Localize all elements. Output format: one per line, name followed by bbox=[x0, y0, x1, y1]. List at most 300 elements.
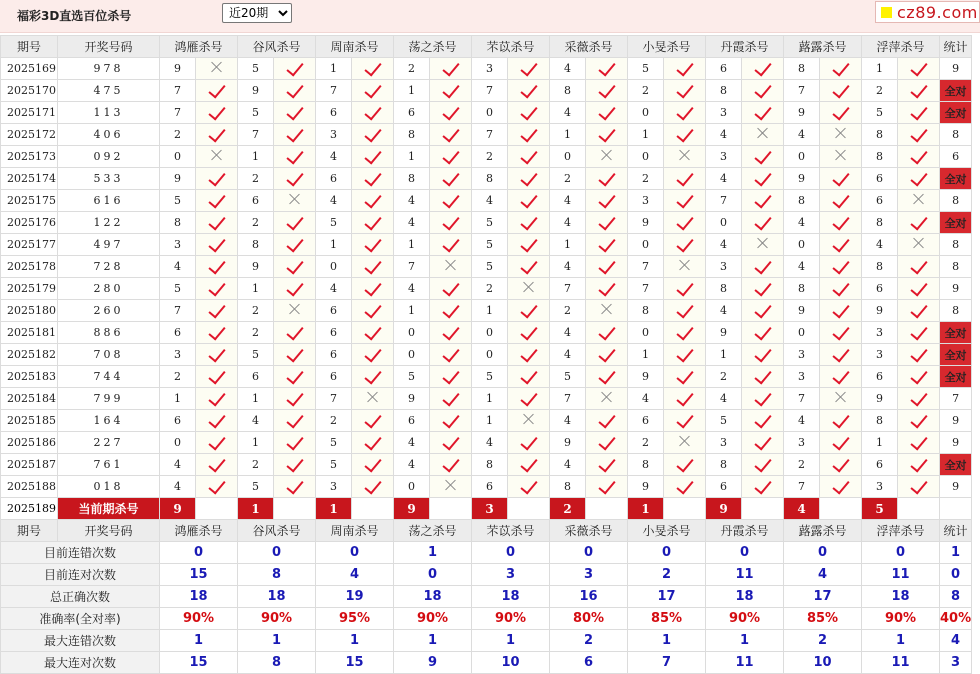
check-icon bbox=[286, 476, 303, 494]
result-cell bbox=[352, 366, 394, 388]
check-icon bbox=[754, 410, 771, 428]
kill-number-cell: 3 bbox=[628, 190, 664, 212]
current-empty-cell bbox=[898, 498, 940, 520]
result-cell bbox=[196, 410, 238, 432]
draw-number-cell: 092 bbox=[58, 146, 160, 168]
result-cell bbox=[508, 300, 550, 322]
kill-number-cell: 9 bbox=[394, 388, 430, 410]
kill-number-cell: 1 bbox=[472, 388, 508, 410]
check-icon bbox=[832, 410, 849, 428]
kill-number-cell: 6 bbox=[706, 476, 742, 498]
result-cell bbox=[586, 168, 628, 190]
result-cell bbox=[664, 212, 706, 234]
check-icon bbox=[364, 234, 381, 252]
check-icon bbox=[364, 300, 381, 318]
summary-value: 15 bbox=[316, 652, 394, 674]
check-icon bbox=[832, 344, 849, 362]
kill-number-cell: 4 bbox=[550, 212, 586, 234]
current-kill-number: 5 bbox=[862, 498, 898, 520]
check-icon bbox=[442, 168, 459, 186]
table-row[interactable] bbox=[1, 168, 972, 190]
current-empty-cell bbox=[742, 498, 784, 520]
kill-number-cell: 5 bbox=[238, 344, 274, 366]
result-cell bbox=[508, 102, 550, 124]
column-header-expert: 芣苡杀号 bbox=[472, 520, 550, 542]
column-header-expert: 蕗露杀号 bbox=[784, 520, 862, 542]
result-cell bbox=[274, 124, 316, 146]
kill-number-cell: 0 bbox=[628, 102, 664, 124]
check-icon bbox=[208, 344, 225, 362]
summary-value: 4 bbox=[784, 564, 862, 586]
kill-number-cell: 0 bbox=[550, 146, 586, 168]
cross-icon bbox=[835, 391, 847, 403]
cross-icon bbox=[757, 127, 769, 139]
check-icon bbox=[442, 366, 459, 384]
result-cell bbox=[352, 212, 394, 234]
result-cell bbox=[196, 388, 238, 410]
table-row[interactable] bbox=[1, 80, 972, 102]
summary-value: 40% bbox=[940, 608, 972, 630]
summary-value: 1 bbox=[706, 630, 784, 652]
result-cell bbox=[352, 410, 394, 432]
result-cell bbox=[274, 80, 316, 102]
kill-number-cell: 8 bbox=[472, 168, 508, 190]
check-icon bbox=[676, 476, 693, 494]
current-kill-number: 1 bbox=[628, 498, 664, 520]
result-cell bbox=[430, 322, 472, 344]
kill-number-cell: 8 bbox=[628, 300, 664, 322]
column-header-expert: 周南杀号 bbox=[316, 36, 394, 58]
table-row[interactable] bbox=[1, 190, 972, 212]
check-icon bbox=[442, 322, 459, 340]
table-row[interactable] bbox=[1, 278, 972, 300]
result-cell bbox=[196, 432, 238, 454]
result-cell bbox=[664, 80, 706, 102]
check-icon bbox=[598, 322, 615, 340]
table-row[interactable] bbox=[1, 476, 972, 498]
check-icon bbox=[598, 168, 615, 186]
period-cell: 2025177 bbox=[1, 234, 58, 256]
cross-icon bbox=[835, 149, 847, 161]
kill-number-cell: 6 bbox=[862, 190, 898, 212]
kill-number-cell: 5 bbox=[472, 366, 508, 388]
top-bar bbox=[0, 0, 980, 33]
kill-number-cell: 0 bbox=[628, 146, 664, 168]
cross-icon bbox=[601, 391, 613, 403]
result-cell bbox=[430, 300, 472, 322]
result-cell bbox=[586, 300, 628, 322]
kill-number-cell: 2 bbox=[550, 300, 586, 322]
summary-value: 3 bbox=[940, 652, 972, 674]
kill-number-cell: 9 bbox=[784, 168, 820, 190]
table-row[interactable] bbox=[1, 344, 972, 366]
summary-value: 1 bbox=[238, 630, 316, 652]
summary-value: 90% bbox=[394, 608, 472, 630]
kill-number-cell: 5 bbox=[706, 410, 742, 432]
kill-number-cell: 5 bbox=[316, 454, 352, 476]
check-icon bbox=[208, 124, 225, 142]
table-row[interactable] bbox=[1, 256, 972, 278]
kill-number-cell: 0 bbox=[160, 146, 196, 168]
column-header-stat: 统计 bbox=[940, 36, 972, 58]
current-stat-cell bbox=[940, 498, 972, 520]
result-cell bbox=[586, 58, 628, 80]
summary-value: 0 bbox=[862, 542, 940, 564]
column-header-expert: 小旻杀号 bbox=[628, 36, 706, 58]
result-cell bbox=[742, 256, 784, 278]
check-icon bbox=[364, 256, 381, 274]
check-icon bbox=[364, 322, 381, 340]
check-icon bbox=[442, 80, 459, 98]
check-icon bbox=[520, 234, 537, 252]
kill-number-cell: 8 bbox=[862, 124, 898, 146]
kill-number-cell: 9 bbox=[862, 300, 898, 322]
table-row[interactable] bbox=[1, 124, 972, 146]
check-icon bbox=[910, 168, 927, 186]
table-row[interactable] bbox=[1, 366, 972, 388]
check-icon bbox=[208, 322, 225, 340]
check-icon bbox=[208, 454, 225, 472]
result-cell bbox=[898, 366, 940, 388]
draw-number-cell: 497 bbox=[58, 234, 160, 256]
current-kill-number: 9 bbox=[160, 498, 196, 520]
result-cell bbox=[196, 476, 238, 498]
check-icon bbox=[598, 58, 615, 76]
result-cell bbox=[898, 168, 940, 190]
check-icon bbox=[754, 80, 771, 98]
kill-number-cell: 2 bbox=[628, 80, 664, 102]
check-icon bbox=[832, 190, 849, 208]
kill-number-cell: 6 bbox=[862, 454, 898, 476]
kill-number-cell: 9 bbox=[628, 212, 664, 234]
period-cell: 2025169 bbox=[1, 58, 58, 80]
draw-number-cell: 406 bbox=[58, 124, 160, 146]
result-cell bbox=[586, 454, 628, 476]
summary-value: 1 bbox=[628, 630, 706, 652]
check-icon bbox=[832, 212, 849, 230]
summary-label: 总正确次数 bbox=[1, 586, 160, 608]
current-empty-cell bbox=[820, 498, 862, 520]
stat-cell: 8 bbox=[940, 124, 972, 146]
result-cell bbox=[898, 278, 940, 300]
summary-value: 18 bbox=[862, 586, 940, 608]
result-cell bbox=[742, 146, 784, 168]
result-cell bbox=[742, 234, 784, 256]
result-cell bbox=[586, 278, 628, 300]
check-icon bbox=[286, 366, 303, 384]
summary-row bbox=[1, 652, 972, 674]
kill-number-cell: 8 bbox=[550, 80, 586, 102]
result-cell bbox=[352, 168, 394, 190]
kill-number-cell: 5 bbox=[316, 432, 352, 454]
result-cell bbox=[430, 124, 472, 146]
check-icon bbox=[208, 212, 225, 230]
kill-number-cell: 6 bbox=[706, 58, 742, 80]
stat-cell: 全对 bbox=[940, 102, 972, 124]
check-icon bbox=[364, 366, 381, 384]
cross-icon bbox=[211, 61, 223, 73]
check-icon bbox=[910, 58, 927, 76]
kill-number-cell: 7 bbox=[238, 124, 274, 146]
cross-icon bbox=[523, 413, 535, 425]
kill-number-cell: 4 bbox=[550, 256, 586, 278]
result-cell bbox=[664, 410, 706, 432]
current-empty-cell bbox=[196, 498, 238, 520]
check-icon bbox=[676, 58, 693, 76]
result-cell bbox=[508, 322, 550, 344]
check-icon bbox=[754, 146, 771, 164]
table-row[interactable] bbox=[1, 234, 972, 256]
kill-number-cell: 3 bbox=[706, 146, 742, 168]
kill-number-cell: 1 bbox=[706, 344, 742, 366]
result-cell bbox=[430, 454, 472, 476]
result-cell bbox=[742, 102, 784, 124]
kill-number-cell: 3 bbox=[160, 344, 196, 366]
current-kill-number: 9 bbox=[394, 498, 430, 520]
result-cell bbox=[664, 234, 706, 256]
result-cell bbox=[820, 432, 862, 454]
kill-number-cell: 3 bbox=[862, 476, 898, 498]
check-icon bbox=[598, 366, 615, 384]
check-icon bbox=[832, 58, 849, 76]
result-cell bbox=[586, 146, 628, 168]
summary-value: 17 bbox=[784, 586, 862, 608]
check-icon bbox=[832, 234, 849, 252]
table-row[interactable] bbox=[1, 432, 972, 454]
check-icon bbox=[442, 300, 459, 318]
check-icon bbox=[364, 80, 381, 98]
draw-number-cell: 744 bbox=[58, 366, 160, 388]
kill-number-cell: 1 bbox=[394, 80, 430, 102]
kill-number-cell: 5 bbox=[160, 190, 196, 212]
kill-number-cell: 2 bbox=[160, 124, 196, 146]
summary-value: 1 bbox=[160, 630, 238, 652]
summary-value: 3 bbox=[550, 564, 628, 586]
cross-icon bbox=[601, 149, 613, 161]
check-icon bbox=[754, 476, 771, 494]
summary-row bbox=[1, 542, 972, 564]
result-cell bbox=[820, 212, 862, 234]
check-icon bbox=[754, 366, 771, 384]
table-row[interactable] bbox=[1, 388, 972, 410]
check-icon bbox=[520, 300, 537, 318]
kill-number-cell: 1 bbox=[472, 300, 508, 322]
check-icon bbox=[364, 454, 381, 472]
kill-number-cell: 3 bbox=[706, 432, 742, 454]
result-cell bbox=[664, 300, 706, 322]
check-icon bbox=[208, 256, 225, 274]
summary-value: 90% bbox=[472, 608, 550, 630]
draw-number-cell: 978 bbox=[58, 58, 160, 80]
check-icon bbox=[910, 366, 927, 384]
period-cell: 2025183 bbox=[1, 366, 58, 388]
result-cell bbox=[274, 410, 316, 432]
check-icon bbox=[676, 124, 693, 142]
kill-number-cell: 1 bbox=[472, 410, 508, 432]
cross-icon bbox=[445, 259, 457, 271]
result-cell bbox=[430, 366, 472, 388]
result-cell bbox=[898, 300, 940, 322]
site-logo[interactable] bbox=[875, 1, 980, 23]
summary-value: 15 bbox=[160, 652, 238, 674]
current-empty-cell bbox=[664, 498, 706, 520]
column-header-expert: 芣苡杀号 bbox=[472, 36, 550, 58]
check-icon bbox=[442, 124, 459, 142]
check-icon bbox=[520, 168, 537, 186]
kill-number-cell: 5 bbox=[160, 278, 196, 300]
check-icon bbox=[208, 168, 225, 186]
summary-value: 19 bbox=[316, 586, 394, 608]
result-cell bbox=[352, 476, 394, 498]
summary-value: 2 bbox=[550, 630, 628, 652]
result-cell bbox=[898, 212, 940, 234]
kill-number-cell: 8 bbox=[784, 58, 820, 80]
kill-number-cell: 4 bbox=[394, 432, 430, 454]
period-cell: 2025188 bbox=[1, 476, 58, 498]
kill-number-cell: 9 bbox=[238, 256, 274, 278]
kill-number-cell: 0 bbox=[628, 322, 664, 344]
kill-number-cell: 4 bbox=[394, 212, 430, 234]
kill-number-cell: 4 bbox=[706, 388, 742, 410]
summary-value: 0 bbox=[160, 542, 238, 564]
period-cell: 2025175 bbox=[1, 190, 58, 212]
summary-value: 2 bbox=[628, 564, 706, 586]
check-icon bbox=[208, 476, 225, 494]
result-cell bbox=[586, 366, 628, 388]
check-icon bbox=[286, 322, 303, 340]
table-row[interactable] bbox=[1, 58, 972, 80]
check-icon bbox=[910, 212, 927, 230]
check-icon bbox=[832, 366, 849, 384]
result-cell bbox=[898, 102, 940, 124]
result-cell bbox=[430, 476, 472, 498]
check-icon bbox=[286, 278, 303, 296]
period-select[interactable] bbox=[222, 3, 292, 23]
result-cell bbox=[274, 102, 316, 124]
result-cell bbox=[820, 454, 862, 476]
summary-value: 90% bbox=[160, 608, 238, 630]
kill-number-cell: 5 bbox=[394, 366, 430, 388]
check-icon bbox=[364, 344, 381, 362]
result-cell bbox=[508, 476, 550, 498]
summary-row bbox=[1, 564, 972, 586]
check-icon bbox=[910, 322, 927, 340]
check-icon bbox=[910, 388, 927, 406]
check-icon bbox=[676, 212, 693, 230]
kill-number-cell: 1 bbox=[550, 124, 586, 146]
draw-number-cell: 164 bbox=[58, 410, 160, 432]
check-icon bbox=[676, 234, 693, 252]
check-icon bbox=[832, 256, 849, 274]
check-icon bbox=[832, 102, 849, 120]
kill-number-cell: 3 bbox=[862, 322, 898, 344]
draw-number-cell: 113 bbox=[58, 102, 160, 124]
kill-number-cell: 6 bbox=[160, 410, 196, 432]
result-cell bbox=[898, 146, 940, 168]
check-icon bbox=[520, 124, 537, 142]
summary-value: 85% bbox=[784, 608, 862, 630]
table-row[interactable] bbox=[1, 146, 972, 168]
check-icon bbox=[364, 432, 381, 450]
kill-number-cell: 4 bbox=[316, 146, 352, 168]
kill-number-cell: 2 bbox=[784, 454, 820, 476]
check-icon bbox=[754, 300, 771, 318]
kill-number-cell: 9 bbox=[628, 366, 664, 388]
kill-number-cell: 4 bbox=[160, 256, 196, 278]
cross-icon bbox=[445, 479, 457, 491]
table-row[interactable] bbox=[1, 454, 972, 476]
check-icon bbox=[910, 124, 927, 142]
check-icon bbox=[754, 454, 771, 472]
result-cell bbox=[274, 278, 316, 300]
kill-number-cell: 4 bbox=[550, 454, 586, 476]
result-cell bbox=[274, 168, 316, 190]
result-cell bbox=[196, 322, 238, 344]
cross-icon bbox=[835, 127, 847, 139]
kill-number-cell: 5 bbox=[472, 212, 508, 234]
table-row[interactable] bbox=[1, 102, 972, 124]
cross-icon bbox=[913, 237, 925, 249]
table-row[interactable] bbox=[1, 322, 972, 344]
cross-icon bbox=[601, 303, 613, 315]
table-row[interactable] bbox=[1, 300, 972, 322]
kill-number-cell: 3 bbox=[472, 58, 508, 80]
kill-number-cell: 4 bbox=[316, 190, 352, 212]
column-header-stat: 统计 bbox=[940, 520, 972, 542]
result-cell bbox=[586, 476, 628, 498]
result-cell bbox=[196, 300, 238, 322]
result-cell bbox=[742, 212, 784, 234]
check-icon bbox=[754, 344, 771, 362]
period-cell: 2025174 bbox=[1, 168, 58, 190]
kill-number-cell: 7 bbox=[316, 80, 352, 102]
result-cell bbox=[274, 256, 316, 278]
table-row[interactable] bbox=[1, 212, 972, 234]
kill-number-cell: 1 bbox=[316, 234, 352, 256]
column-header-expert: 丹霞杀号 bbox=[706, 36, 784, 58]
summary-value: 1 bbox=[394, 542, 472, 564]
column-header-draw: 开奖号码 bbox=[58, 520, 160, 542]
result-cell bbox=[508, 124, 550, 146]
summary-value: 11 bbox=[706, 564, 784, 586]
result-cell bbox=[586, 102, 628, 124]
result-cell bbox=[742, 80, 784, 102]
kill-number-cell: 1 bbox=[862, 58, 898, 80]
result-cell bbox=[820, 476, 862, 498]
stat-cell: 8 bbox=[940, 190, 972, 212]
kill-number-cell: 8 bbox=[394, 168, 430, 190]
check-icon bbox=[442, 212, 459, 230]
check-icon bbox=[442, 190, 459, 208]
result-cell bbox=[898, 476, 940, 498]
stat-cell: 全对 bbox=[940, 322, 972, 344]
current-kill-number: 1 bbox=[316, 498, 352, 520]
check-icon bbox=[910, 102, 927, 120]
kill-number-cell: 4 bbox=[394, 190, 430, 212]
draw-number-cell: 280 bbox=[58, 278, 160, 300]
column-header-row bbox=[1, 36, 972, 58]
result-cell bbox=[430, 168, 472, 190]
table-row[interactable] bbox=[1, 410, 972, 432]
kill-number-cell: 1 bbox=[394, 300, 430, 322]
summary-value: 0 bbox=[784, 542, 862, 564]
result-cell bbox=[820, 256, 862, 278]
kill-number-cell: 4 bbox=[394, 278, 430, 300]
kill-number-cell: 3 bbox=[316, 476, 352, 498]
period-cell: 2025184 bbox=[1, 388, 58, 410]
result-cell bbox=[664, 454, 706, 476]
summary-value: 4 bbox=[316, 564, 394, 586]
